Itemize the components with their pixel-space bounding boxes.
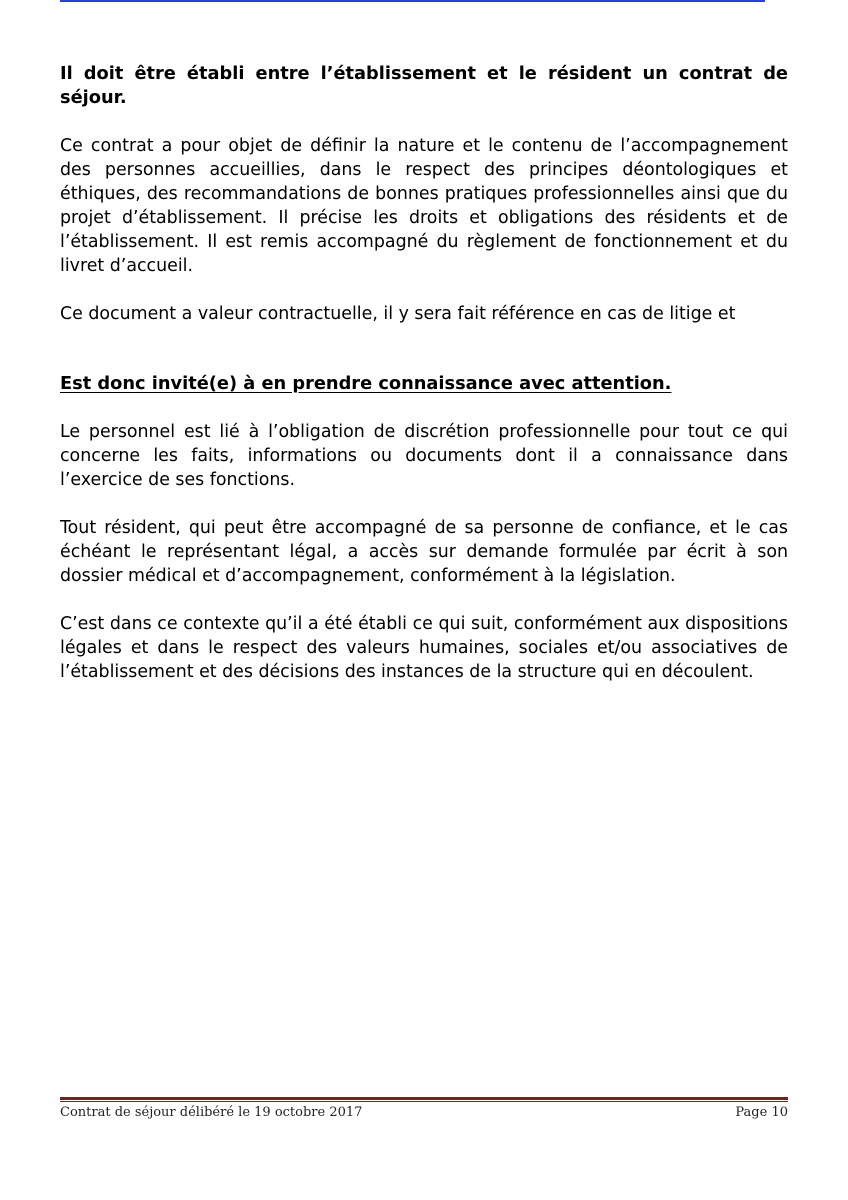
paragraph-file-access: Tout résident, qui peut être accompagné de sa personne de confiance, et le cas échéant le représentant légal, a accès sur demande formulée par écrit à son dossier médical et d’accompagnement, conformément à la législation. xyxy=(60,518,788,586)
footer-document-title: Contrat de séjour délibéré le 19 octobre 2017 xyxy=(60,1105,363,1120)
paragraph-purpose: Ce contrat a pour objet de définir la nature et le contenu de l’accompagnement des personnes accueillies, dans le respect des principes déontologiques et éthiques, des recommandations de bonnes pratiques professionnelles ainsi que du projet d’établissement. Il précise les droits et obligations des résidents et de l’établissement. Il est remis accompagné du règlement de fonctionnement et du livret d’accueil. xyxy=(60,136,788,276)
paragraph-context: C’est dans ce contexte qu’il a été établi ce qui suit, conformément aux dispositions légales et dans le respect des valeurs humaines, sociales et/ou associatives de l’établissement et des décisions des instances de la structure qui en découlent. xyxy=(60,614,788,682)
footer-rule xyxy=(60,1097,788,1100)
footer-rule-thin xyxy=(60,1101,788,1102)
page-number: Page 10 xyxy=(735,1105,788,1120)
document-body xyxy=(60,62,788,684)
document-heading: Il doit être établi entre l’établissement et le résident un contrat de séjour. xyxy=(60,63,788,108)
paragraph-discretion: Le personnel est lié à l’obligation de discrétion professionnelle pour tout ce qui concerne les faits, informations ou documents dont il a connaissance dans l’exercice de ses fonctions. xyxy=(60,422,788,490)
emphasis-heading: Est donc invité(e) à en prendre connaissance avec attention. xyxy=(60,373,672,394)
paragraph-contractual-value: Ce document a valeur contractuelle, il y sera fait référence en cas de litige et xyxy=(60,304,736,324)
top-rule xyxy=(60,0,765,2)
